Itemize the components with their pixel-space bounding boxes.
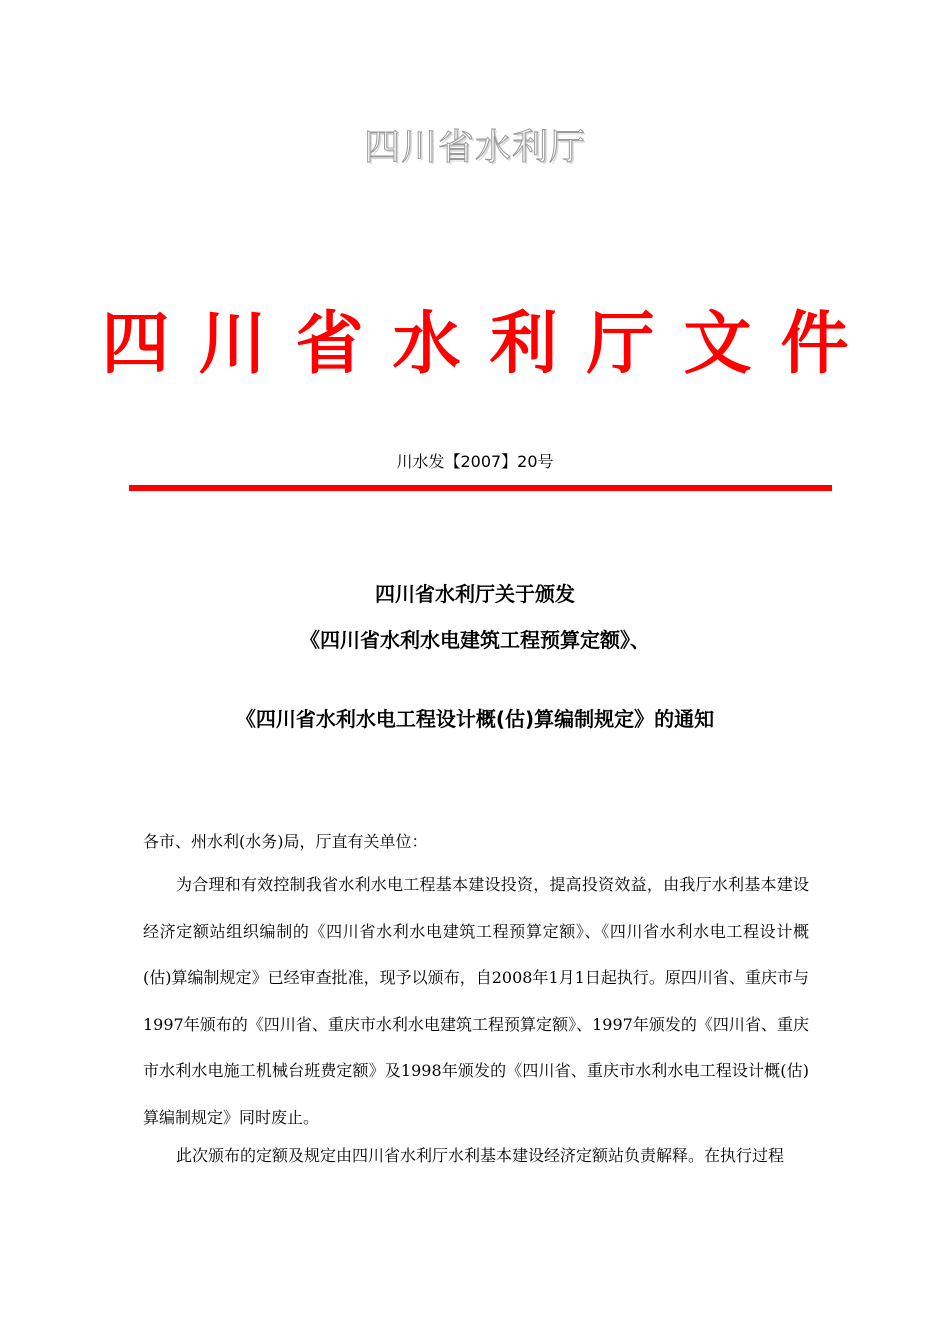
red-divider-line [129, 485, 832, 491]
notice-title-line-2: 《四川省水利水电建筑工程预算定额》、 [300, 628, 650, 652]
document-number: 川水发【2007】20号 [396, 452, 554, 471]
body-paragraph-2: 此次颁布的定额及规定由四川省水利厅水利基本建设经济定额站负责解释。在执行过程 [176, 1146, 785, 1165]
body-paragraph-1: 为合理和有效控制我省水利水电工程基本建设投资，提高投资效益，由我厅水利基本建设经济定额站组织编制的《四川省水利水电建筑工程预算定额》、《四川省水利水电工程设计概(估)算编制规定》已经审查批准，现予以颁布，自2008年1月1日起执行。原四川省、重庆市与1997年颁布的《四川省、重庆市水利水电建筑工程预算定额》、1997年颁发的《四川省、重庆市水利水电施工机械台班费定额》及1998年颁发的《四川省、重庆市水利水电工程设计概(估)算编制规定》同时废止。 [143, 875, 809, 1127]
document-header-title: 四川省水利厅文件 [101, 305, 878, 384]
notice-title-line-1: 四川省水利厅关于颁发 [375, 582, 575, 606]
salutation: 各市、州水利(水务)局，厅直有关单位： [143, 832, 428, 851]
notice-title-line-3: 《四川省水利水电工程设计概(估)算编制规定》的通知 [235, 707, 715, 731]
watermark-text: 四川省水利厅 [363, 127, 586, 168]
